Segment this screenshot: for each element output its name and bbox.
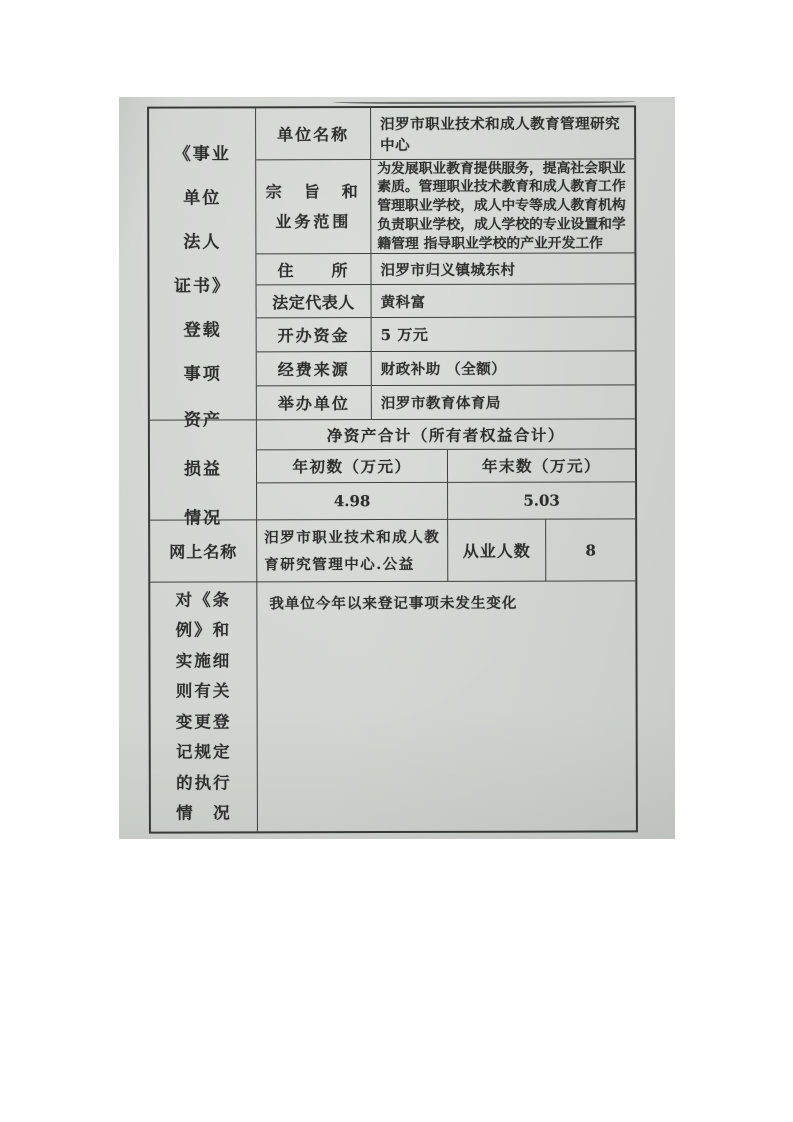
capital-label: 开办资金 <box>257 318 372 352</box>
organizer-label: 举办单位 <box>257 386 372 420</box>
scanned-paper-photo <box>119 97 675 839</box>
side-label-line: 情况 <box>184 508 223 529</box>
registration-form-table <box>147 105 638 833</box>
side-label-line: 损益 <box>183 459 223 480</box>
mission-value-line: 管理职业学校，成人中专等成人教育机构 <box>377 197 626 215</box>
unit-name-value: 汨罗市职业技术和成人教育管理研究中心 <box>371 107 634 160</box>
year-start-header: 年初数（万元） <box>257 450 448 483</box>
mission-label-line: 宗 旨 和 <box>265 181 361 201</box>
assets-section-side-label <box>150 410 257 529</box>
online-name-line: 汨罗市职业技术和成人教 <box>264 528 441 546</box>
mission-value-line: 为发展职业教育提供服务，提高社会职业 <box>377 159 626 177</box>
side-label-line: 记规定 <box>175 742 232 762</box>
side-label-line: 例》和 <box>175 620 232 640</box>
mission-value <box>371 159 634 254</box>
side-label-line: 的执行 <box>176 772 232 793</box>
side-label-line: 事项 <box>183 363 222 385</box>
certificate-section-side-label <box>149 108 257 420</box>
online-name-label: 网上名称 <box>150 520 257 582</box>
unit-name-label: 单位名称 <box>256 108 371 160</box>
side-label-line: 变更登 <box>175 711 232 732</box>
side-label-line: 证书》 <box>173 275 232 297</box>
side-label-line: 实施细 <box>175 650 232 671</box>
mission-label <box>256 160 371 254</box>
staff-count-value: 8 <box>546 519 635 581</box>
legal-rep-label: 法定代表人 <box>257 285 372 318</box>
online-name-line: 育研究管理中心.公益 <box>264 555 415 573</box>
funding-value: 财政补助 （全额） <box>372 351 635 386</box>
compliance-value: 我单位今年以来登记事项未发生变化 <box>269 594 518 613</box>
side-label-line: 对《条 <box>175 589 232 610</box>
side-label-line: 法人 <box>183 231 222 253</box>
year-start-value: 4.98 <box>257 483 448 520</box>
funding-label: 经费来源 <box>257 352 372 386</box>
mission-value-line: 素质。管理职业技术教育和成人教育工作 <box>377 178 626 196</box>
side-label-line: 单位 <box>183 187 222 209</box>
legal-rep-value: 黄科富 <box>372 284 635 318</box>
mission-label-line: 业务范围 <box>275 211 352 231</box>
mission-value-line: 籍管理 指导职业学校的产业开发工作 <box>377 235 603 252</box>
address-value: 汨罗市归义镇城东村 <box>371 253 634 285</box>
side-label-line: 情 况 <box>176 803 232 823</box>
side-label-line: 资产 <box>183 410 222 431</box>
capital-value: 5 万元 <box>372 317 635 352</box>
year-end-header: 年末数（万元） <box>448 449 635 482</box>
side-label-line: 则有关 <box>175 681 232 701</box>
staff-count-label: 从业人数 <box>448 520 546 582</box>
side-label-line: 登载 <box>183 319 222 341</box>
compliance-section-side-label <box>150 582 258 831</box>
mission-value-line: 负责职业学校，成人学校的专业设置和学 <box>377 216 626 233</box>
online-name-value <box>257 520 448 582</box>
side-label-line: 《事业 <box>173 143 231 165</box>
year-end-value: 5.03 <box>448 482 635 519</box>
address-label: 住 所 <box>256 254 371 285</box>
organizer-value: 汨罗市教育体育局 <box>372 385 635 420</box>
net-assets-header: 净资产合计（所有者权益合计） <box>257 419 635 450</box>
